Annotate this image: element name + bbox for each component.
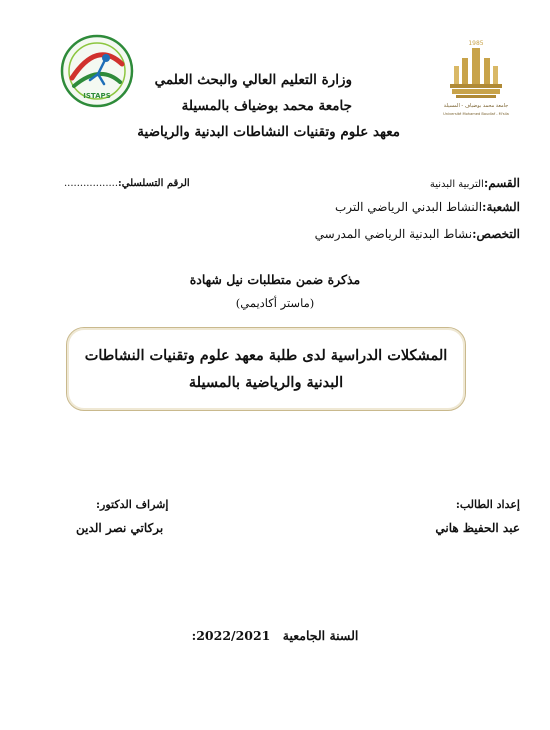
thesis-title-box (66, 327, 466, 411)
specialty-row (315, 227, 520, 241)
specialty-label: التخصص: (472, 227, 520, 241)
institute-title: معهد علوم وتقنيات النشاطات البدنية والرياضية (137, 124, 400, 140)
institute-logo (60, 34, 134, 108)
academic-year (0, 628, 550, 643)
branch-label: الشعبة: (482, 200, 520, 214)
logo-text: ISTAPS (83, 92, 111, 100)
logo-caption-fr: Université Mohamed Boudiaf - M'sila (443, 112, 509, 116)
institute-emblem-icon (60, 34, 134, 108)
serial-label: الرقم التسلسلي: (118, 178, 190, 189)
supervisor-label: إشراف الدكتور: (96, 498, 169, 511)
serial-value: ................. (64, 178, 119, 189)
specialty-value: نشاط البدنية الرياضي المدرسي (314, 227, 473, 241)
student-name: عبد الحفيظ هاني (435, 521, 520, 535)
department-label: القسم: (483, 176, 520, 190)
academic-year-value: 2022/2021: (191, 628, 271, 643)
department-value: التربية البدنية (429, 179, 484, 190)
university-building-icon (440, 36, 512, 120)
thesis-title-line: البدنية والرياضية بالمسيلة (188, 374, 344, 391)
thesis-title (67, 342, 465, 396)
ministry-title: وزارة التعليم العالي والبحث العلمي (154, 72, 352, 88)
prepared-by-label: إعداد الطالب: (455, 498, 520, 511)
department-row (430, 176, 520, 190)
branch-row (335, 200, 520, 214)
branch-value: النشاط البدني الرياضي الترب (334, 200, 483, 214)
serial-row (64, 178, 190, 189)
university-logo (440, 36, 512, 120)
degree-line: (ماستر أكاديمي) (235, 296, 315, 310)
logo-year: 1985 (468, 40, 484, 47)
academic-year-label: السنة الجامعية (282, 628, 359, 643)
logo-caption-ar: جامعة محمد بوضياف - المسيلة (443, 103, 509, 109)
thesis-title-line: المشكلات الدراسية لدى طلبة معهد علوم وتقنيات النشاطات (84, 347, 448, 364)
supervisor-name: بركاتي نصر الدين (76, 521, 164, 535)
memo-line: مذكرة ضمن متطلبات نيل شهادة (189, 272, 361, 287)
university-title: جامعة محمد بوضياف بالمسيلة (181, 98, 352, 114)
